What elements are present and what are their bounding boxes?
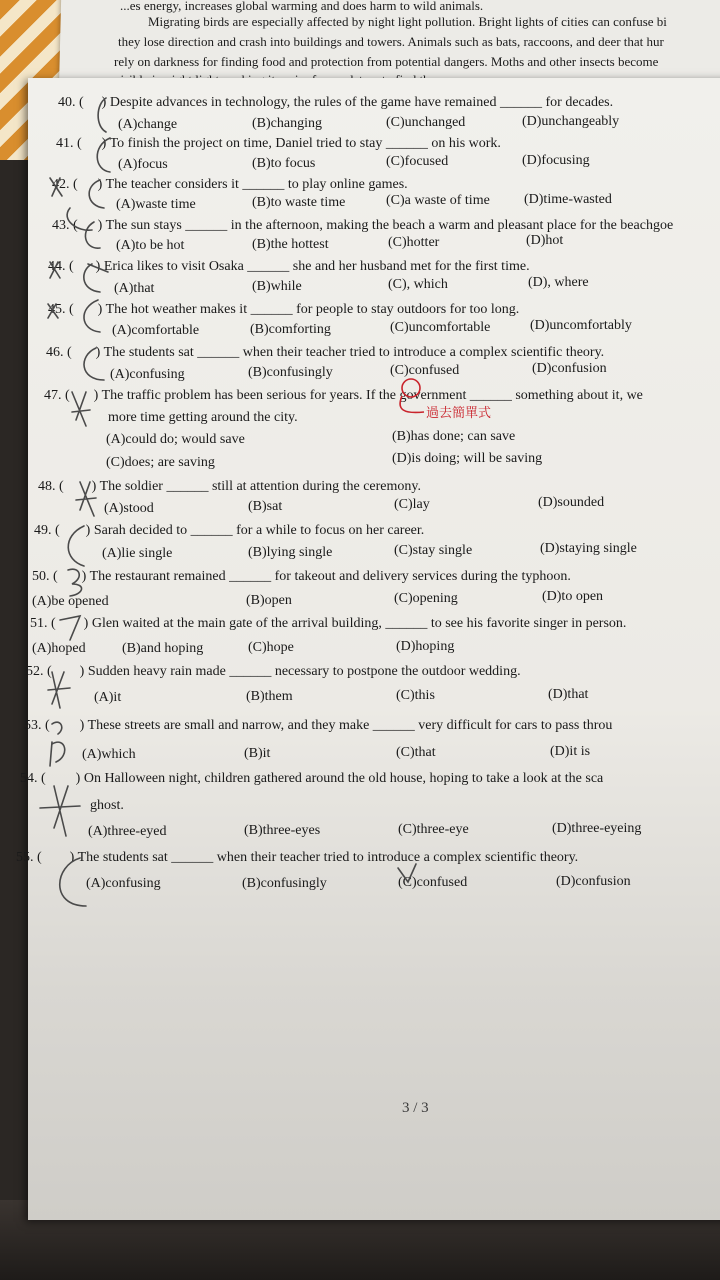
question-stem: ) Sudden heavy rain made ______ necessary to postpone the outdoor wedding.: [79, 664, 521, 679]
option-d: (D)uncomfortably: [530, 318, 632, 333]
question-number: 43. (: [52, 218, 78, 233]
option-a: (A)comfortable: [112, 323, 200, 338]
option-a: (A)confusing: [110, 367, 185, 382]
back-line-3: they lose direction and crash into buildings and towers. Animals such as bats, raccoons, and deer that hur: [118, 34, 664, 49]
question-stem: ) The restaurant remained ______ for takeout and delivery services during the typhoon.: [81, 569, 571, 584]
question-stem: ) These streets are small and narrow, and they make ______ very difficult for cars to pass throu: [79, 718, 613, 733]
option-a: (A)confusing: [86, 876, 161, 891]
question-55: [16, 850, 578, 866]
option-b: (B)sat: [248, 499, 283, 514]
question-50: [32, 569, 571, 585]
option-b: (B)them: [246, 689, 293, 704]
option-b: (B)three-eyes: [244, 823, 321, 838]
question-49: [34, 523, 424, 539]
red-note-q47: 過去簡單式: [426, 406, 492, 421]
question-number: 41. (: [56, 136, 82, 151]
question-40: [58, 95, 613, 111]
option-d: (D)time-wasted: [524, 192, 612, 207]
question-number: 51. (: [30, 616, 56, 631]
question-number: 52. (: [26, 664, 52, 679]
option-c: (C)that: [396, 745, 436, 760]
option-a: (A)waste time: [116, 197, 196, 212]
option-c: (C)opening: [394, 591, 458, 606]
page-number: 3 / 3: [402, 1100, 429, 1116]
question-stem: ) Erica likes to visit Osaka ______ she and her husband met for the first time.: [95, 259, 530, 274]
option-c: (C)a waste of time: [386, 193, 490, 208]
option-b: (B)confusingly: [248, 365, 333, 380]
question-stem: ) Despite advances in technology, the rules of the game have remained ______ for decades.: [101, 95, 614, 110]
question-48: [38, 479, 421, 495]
option-c: (C)does; are saving: [106, 455, 215, 470]
question-number: 48. (: [38, 479, 64, 494]
option-d: (D)hot: [526, 233, 564, 248]
option-d: (D)confusion: [556, 874, 631, 889]
option-b: (B)confusingly: [242, 876, 327, 891]
question-number: 55. (: [16, 850, 42, 865]
question-45: [48, 302, 519, 318]
question-number: 42. (: [52, 177, 78, 192]
question-number: 50. (: [32, 569, 58, 584]
question-number: 44. (: [48, 259, 74, 274]
question-stem: ) The teacher considers it ______ to play online games.: [97, 177, 408, 192]
option-c: (C)stay single: [394, 543, 473, 558]
option-a: (A)focus: [118, 157, 168, 172]
question-number: 40. (: [58, 95, 84, 110]
option-c: (C)this: [396, 688, 435, 703]
option-b: (B)the hottest: [252, 237, 329, 252]
question-stem: ) The soldier ______ still at attention during the ceremony.: [91, 479, 421, 494]
question-number: 47. (: [44, 388, 70, 403]
option-c: (C)unchanged: [386, 115, 466, 130]
question-stem: ) The traffic problem has been serious for years. If the government ______ something about it, we: [93, 388, 643, 403]
option-c: (C)confused: [398, 875, 468, 890]
option-a: (A)change: [118, 117, 178, 132]
question-stem: ) Sarah decided to ______ for a while to focus on her career.: [85, 523, 425, 538]
option-a: (A)lie single: [102, 546, 173, 561]
option-a: (A)it: [94, 690, 122, 705]
option-b: (B)comforting: [250, 322, 331, 337]
option-a: (A)hoped: [32, 641, 86, 656]
option-d: (D)is doing; will be saving: [392, 451, 543, 466]
option-b: (B)it: [244, 746, 271, 761]
option-b: (B)to focus: [252, 156, 316, 171]
option-d: (D)three-eyeing: [552, 821, 642, 836]
option-a: (A)could do; would save: [106, 432, 245, 447]
option-d: (D)unchangeably: [522, 114, 620, 129]
question-54-line-2: ghost.: [90, 798, 124, 813]
question-41: [56, 136, 501, 152]
question-47: [44, 388, 643, 404]
question-stem: ) The sun stays ______ in the afternoon, making the beach a warm and pleasant place for the beachgoe: [97, 218, 674, 233]
question-47-line-2: more time getting around the city.: [108, 410, 298, 425]
option-b: (B)open: [246, 593, 292, 608]
question-54: [20, 771, 603, 787]
question-number: 49. (: [34, 523, 60, 538]
option-b: (B)to waste time: [252, 195, 346, 210]
option-c: (C)focused: [386, 154, 449, 169]
question-51: [30, 616, 626, 632]
option-d: (D)to open: [542, 589, 604, 604]
option-a: (A)be opened: [32, 594, 109, 609]
question-number: 54. (: [20, 771, 46, 786]
question-42: [52, 177, 408, 193]
option-a: (A)three-eyed: [88, 824, 167, 839]
question-number: 53. (: [24, 718, 50, 733]
question-43: [52, 218, 673, 234]
question-53: [24, 718, 612, 734]
question-44: [48, 259, 530, 275]
back-line-2: Migrating birds are especially affected by night light pollution. Bright lights of cities can confuse bi: [148, 14, 667, 29]
option-c: (C)lay: [394, 497, 430, 512]
back-line-4: rely on darkness for finding food and protection from potential dangers. Moths and other insects become: [114, 54, 659, 69]
option-b: (B)while: [252, 279, 302, 294]
option-c: (C)uncomfortable: [390, 320, 491, 335]
option-a: (A)that: [114, 281, 155, 296]
option-d: (D)confusion: [532, 361, 607, 376]
option-c: (C)hope: [248, 640, 294, 655]
option-d: (D)sounded: [538, 495, 605, 510]
option-b: (B)and hoping: [122, 641, 204, 656]
option-c: (C)hotter: [388, 235, 440, 250]
option-b: (B)lying single: [248, 545, 333, 560]
question-number: 46. (: [46, 345, 72, 360]
question-46: [46, 345, 604, 361]
option-a: (A)which: [82, 747, 136, 762]
question-stem: ) The hot weather makes it ______ for people to stay outdoors for too long.: [97, 302, 520, 317]
option-d: (D)hoping: [396, 639, 455, 654]
back-line-1: ...es energy, increases global warming and does harm to wild animals.: [120, 0, 484, 13]
question-52: [26, 664, 521, 680]
option-c: (C)confused: [390, 363, 460, 378]
option-c: (C), which: [388, 277, 448, 292]
option-a: (A)to be hot: [116, 238, 185, 253]
question-stem: ) The students sat ______ when their teacher tried to introduce a complex scientific theory.: [95, 345, 605, 360]
option-c: (C)three-eye: [398, 822, 469, 837]
option-b: (B)has done; can save: [392, 429, 516, 444]
option-d: (D), where: [528, 275, 589, 290]
option-d: (D)it is: [550, 744, 591, 759]
question-stem: ) The students sat ______ when their teacher tried to introduce a complex scientific theory.: [69, 850, 579, 865]
question-number: 45. (: [48, 302, 74, 317]
question-stem: ) On Halloween night, children gathered around the old house, hoping to take a look at the sca: [75, 771, 604, 786]
option-d: (D)focusing: [522, 153, 590, 168]
option-d: (D)staying single: [540, 541, 637, 556]
option-d: (D)that: [548, 687, 589, 702]
option-a: (A)stood: [104, 501, 154, 516]
option-b: (B)changing: [252, 116, 322, 131]
question-stem: ) Glen waited at the main gate of the arrival building, ______ to see his favorite singer in person.: [83, 616, 627, 631]
question-stem: ) To finish the project on time, Daniel tried to stay ______ on his work.: [101, 136, 501, 151]
